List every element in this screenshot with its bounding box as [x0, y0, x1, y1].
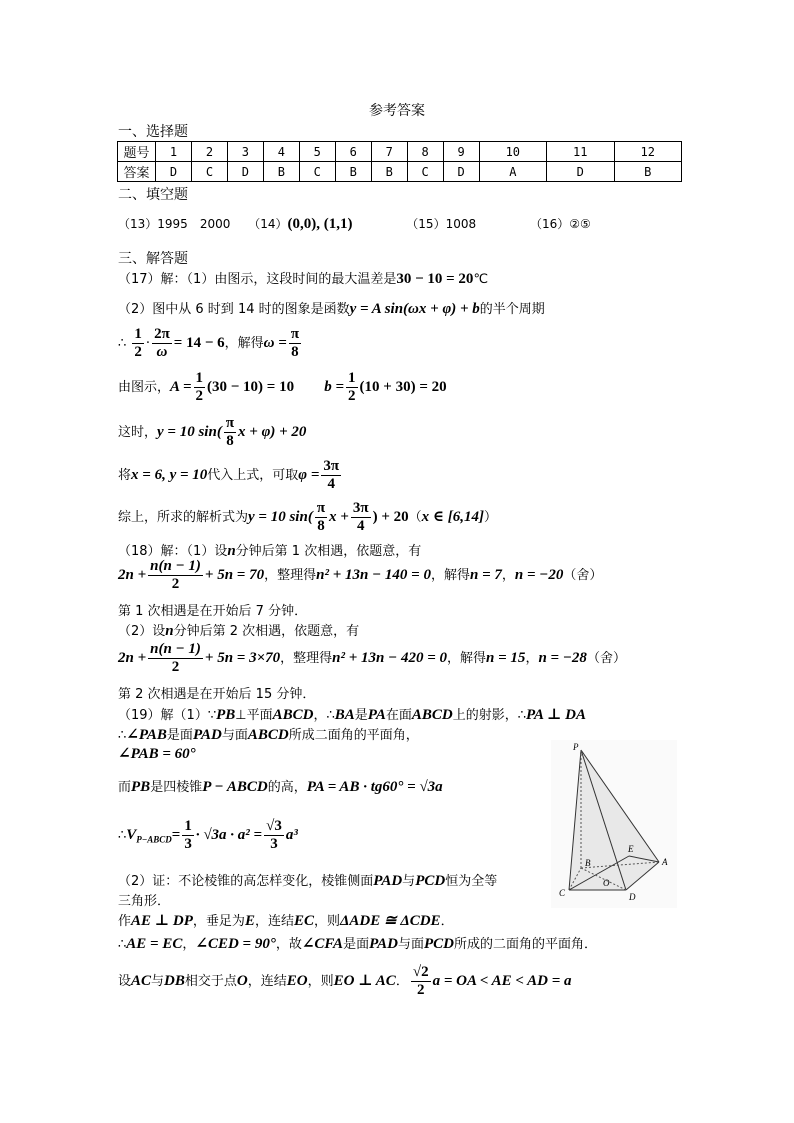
q17-line5 [118, 415, 306, 450]
answer-table [117, 141, 682, 182]
q17-line6 [118, 458, 343, 493]
section-heading-solve: 三、解答题 [118, 251, 188, 267]
math: φ = [298, 467, 320, 483]
cell: A [479, 162, 546, 182]
q14-label: （14） [248, 217, 288, 231]
cell: 7 [371, 142, 407, 162]
fraction: $\frac{\pi}{8}$ [316, 500, 326, 534]
cell: 10 [479, 142, 546, 162]
q19-line1: （19）解（1）∵PB⊥平面ABCD，∴BA是PA在面ABCD上的射影，∴PA ⊥ DA [118, 707, 586, 723]
q17-line7: 综上，所求的解析式为y = 10 sin( $\frac{\pi}{8}$ x + $\frac{3\pi}{4}$ ) + 20（x ∈ [6,14]） [118, 500, 497, 534]
svg-text:P: P [573, 742, 579, 752]
svg-text:B: B [585, 858, 591, 868]
q19-line5: $\therefore V_{P-ABCD}=$ $\frac{1}{3}$ · √3a · a² = $\frac{√3}{3}$ a³ [118, 818, 298, 852]
q17-line3: ∴ $\frac{1}{2}$ · $\frac{2\pi}{\omega}$ = 14 − 6，解得ω = $\frac{\pi}{8}$ [118, 326, 300, 360]
svg-text:C: C [559, 888, 566, 898]
table-row-answers [118, 162, 682, 182]
fraction: $\frac{1}{2}$ [195, 370, 203, 404]
cell: C [191, 162, 227, 182]
q15-answer: 1008 [445, 217, 477, 231]
q16-label: （16） [529, 217, 570, 231]
svg-text:E: E [628, 844, 634, 854]
math: 30 − 10 = 20 [396, 271, 474, 287]
q18-conclusion1: 第 1 次相遇是在开始后 7 分钟． [118, 604, 308, 619]
fraction: $\frac{√3}{3}$ [266, 818, 282, 852]
q18-conclusion2: 第 2 次相遇是在开始后 15 分钟． [118, 687, 316, 702]
fraction: $\frac{n(n - 1)}{2}$ [150, 641, 201, 675]
page-title: 参考答案 [369, 103, 425, 119]
math: n [227, 543, 236, 559]
pyramid-figure [551, 740, 677, 908]
text: 综上，所求的解析式为 [118, 510, 249, 525]
fraction: $\frac{n(n - 1)}{2}$ [150, 558, 201, 592]
unit: ℃ [473, 272, 489, 287]
cell: 3 [227, 142, 263, 162]
q15-label: （15） [406, 217, 446, 231]
cell: 8 [407, 142, 443, 162]
fraction: $\frac{\pi}{8}$ [225, 415, 235, 449]
text: （2）图中从 6 时到 14 时的图象是函数 [118, 302, 350, 317]
cell: 5 [299, 142, 335, 162]
q17-line4 [118, 370, 447, 405]
pyramid-diagram-icon [551, 740, 677, 908]
math: ) + 20 [372, 509, 409, 525]
cell: D [443, 162, 479, 182]
text: （17）解：（1）由图示，这段时间的最大温差是 [118, 272, 397, 287]
math: (30 − 10) = 10 [207, 379, 295, 395]
text: 这时， [118, 425, 158, 440]
cell: B [335, 162, 371, 182]
q13-answer: 1995 2000 [157, 217, 231, 231]
q17-line1 [118, 268, 488, 288]
cell: 11 [547, 142, 614, 162]
text: 由图示， [118, 380, 171, 395]
cell: D [227, 162, 263, 182]
math: x ∈ [6,14] [421, 509, 484, 525]
svg-text:A: A [662, 857, 668, 867]
math: x + [329, 509, 349, 525]
table-row-numbers [118, 142, 682, 162]
q19-line3: ∠PAB = 60° [118, 746, 196, 762]
text: 分钟后第 1 次相遇，依题意，有 [235, 544, 422, 559]
cell: B [371, 162, 407, 182]
svg-text:D: D [629, 892, 636, 902]
text: 将 [118, 468, 132, 483]
q16-answer: ②⑤ [569, 217, 591, 231]
q18-line2: （2）设n分钟后第 2 次相遇，依题意，有 [118, 623, 360, 639]
q19-line8: 作AE ⊥ DP，垂足为E，连结EC，则ΔADE ≅ ΔCDE． [118, 913, 454, 929]
cell: 4 [263, 142, 299, 162]
q19-line4: 而PB是四棱锥P − ABCD的高，PA = AB · tg60° = √3a [118, 779, 443, 795]
q18-eq1: 2n + $\frac{n(n - 1)}{2}$ + 5n = 70，整理得n² + 13n − 140 = 0，解得n = 7，n = −20（舍） [118, 558, 603, 592]
row-header: 题号 [118, 142, 156, 162]
math: ω = [263, 335, 287, 351]
cell: 9 [443, 142, 479, 162]
cell: 12 [614, 142, 681, 162]
math: y = 10 sin( [157, 424, 222, 440]
text: 代入上式，可取 [207, 468, 299, 483]
q19-line6: （2）证：不论棱锥的高怎样变化，棱锥侧面PAD与PCD恒为全等 [118, 873, 498, 889]
text: （18）解：（1）设 [118, 544, 228, 559]
svg-text:O: O [603, 878, 610, 888]
math: A = [170, 379, 192, 395]
q19-line2: ∴∠PAB是面PAD与面ABCD所成二面角的平面角， [118, 727, 419, 743]
cell: D [156, 162, 192, 182]
cell: C [299, 162, 335, 182]
q18-eq2: 2n + $\frac{n(n - 1)}{2}$ + 5n = 3×70，整理得n² + 13n − 420 = 0，解得n = 15，n = −28（舍） [118, 641, 626, 675]
fraction: $\frac{3\pi}{4}$ [352, 500, 369, 534]
therefore-symbol: ∴ [118, 336, 127, 351]
fill-answers [118, 215, 591, 233]
q13-label: （13） [118, 217, 158, 231]
cell: B [263, 162, 299, 182]
math: b = [324, 379, 345, 395]
math: (10 + 30) = 20 [359, 379, 447, 395]
cell: 6 [335, 142, 371, 162]
fraction: $\frac{\pi}{8}$ [290, 326, 300, 360]
row-header: 答案 [118, 162, 156, 182]
cell: C [407, 162, 443, 182]
math: x + φ) + 20 [238, 424, 307, 440]
q14-answer: (0,0), (1,1) [287, 216, 353, 232]
math: x = 6, y = 10 [131, 467, 208, 483]
q19-line7: 三角形． [118, 894, 171, 909]
section-heading-choice: 一、选择题 [118, 124, 188, 140]
math: = 14 − 6 [173, 335, 225, 351]
q18-line1 [118, 540, 421, 560]
math: y = A sin(ωx + φ) + b [349, 301, 480, 317]
cell: D [547, 162, 614, 182]
cell: 1 [156, 142, 192, 162]
text: ，解得 [224, 336, 264, 351]
cell: 2 [191, 142, 227, 162]
q17-line2 [118, 298, 545, 318]
cell: B [614, 162, 681, 182]
fraction: $\frac{3\pi}{4}$ [323, 458, 340, 492]
q19-line9: ∴AE = EC，∠CED = 90°，故∠CFA是面PAD与面PCD所成的二面角的平面角． [118, 936, 598, 952]
q19-line10: 设AC与DB相交于点O，连结EO，则EO ⊥ AC． $\frac{√2}{2}$ a = OA < AE < AD = a [118, 964, 572, 998]
fraction: $\frac{2\pi}{\omega}$ [154, 326, 170, 360]
fraction: $\frac{1}{3}$ [184, 818, 192, 852]
text: 的半个周期 [479, 302, 545, 317]
fraction: $\frac{√2}{2}$ [412, 964, 429, 998]
math: y = 10 sin( [248, 509, 313, 525]
section-heading-fill: 二、填空题 [118, 187, 188, 203]
fraction: $\frac{1}{2}$ [348, 370, 356, 404]
fraction: $\frac{1}{2}$ [134, 326, 142, 360]
